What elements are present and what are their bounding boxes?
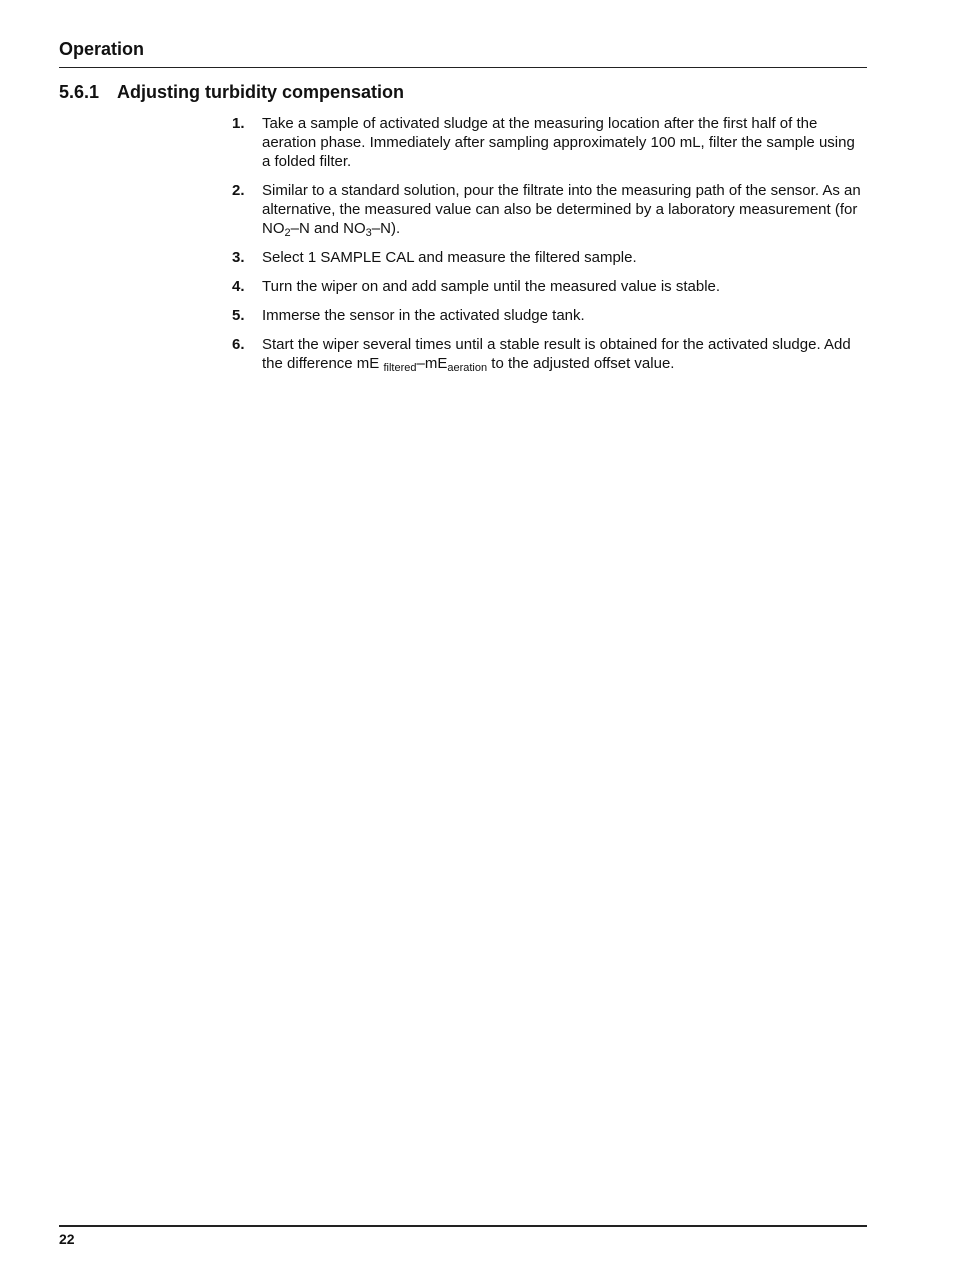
- step-number: 5.: [232, 307, 245, 324]
- step-text: Select 1 SAMPLE CAL and measure the filtered sample.: [262, 249, 637, 266]
- step-number: 4.: [232, 278, 245, 295]
- subscript: 2: [284, 227, 291, 239]
- step-item: [232, 114, 862, 171]
- subscript: filtered: [383, 362, 417, 374]
- step-item: [232, 306, 862, 325]
- section-heading: [59, 81, 404, 103]
- footer-divider: [59, 1225, 867, 1227]
- step-text-part: to the adjusted offset value.: [487, 355, 675, 372]
- step-text-part: Start the wiper several times until a stable result is obtained for the activated sludge. Add the difference mE: [262, 336, 851, 372]
- header-divider: [59, 67, 867, 68]
- step-text: [262, 181, 862, 238]
- subscript: 3: [365, 227, 372, 239]
- page-header-title: Operation: [59, 39, 145, 59]
- step-item: [232, 181, 862, 238]
- step-item: [232, 248, 862, 267]
- procedure-steps: [232, 114, 862, 383]
- step-text: Take a sample of activated sludge at the measuring location after the first half of the aeration phase. Immediately after sampling approximately 100 mL, filter the sample using a folded filter.: [262, 115, 855, 170]
- page-number: 22: [59, 1231, 75, 1247]
- step-number: 6.: [232, 336, 245, 353]
- subscript: aeration: [447, 362, 488, 374]
- step-number: 3.: [232, 249, 245, 266]
- section-number: 5.6.1: [59, 82, 100, 102]
- step-text: Turn the wiper on and add sample until the measured value is stable.: [262, 278, 721, 295]
- section-title: Adjusting turbidity compensation: [117, 82, 404, 102]
- step-item: [232, 335, 862, 373]
- step-text-part: –mE: [416, 355, 448, 372]
- step-text: [262, 335, 862, 373]
- step-item: [232, 277, 862, 296]
- step-text-part: –N and NO: [290, 220, 366, 237]
- step-number: 2.: [232, 182, 245, 199]
- step-number: 1.: [232, 115, 245, 132]
- step-text-part: Similar to a standard solution, pour the filtrate into the measuring path of the sensor. As an alternative, the measured value can also be determined by a laboratory measurement (for NO: [262, 182, 861, 237]
- step-text-part: –N).: [371, 220, 401, 237]
- step-text: Immerse the sensor in the activated sludge tank.: [262, 307, 585, 324]
